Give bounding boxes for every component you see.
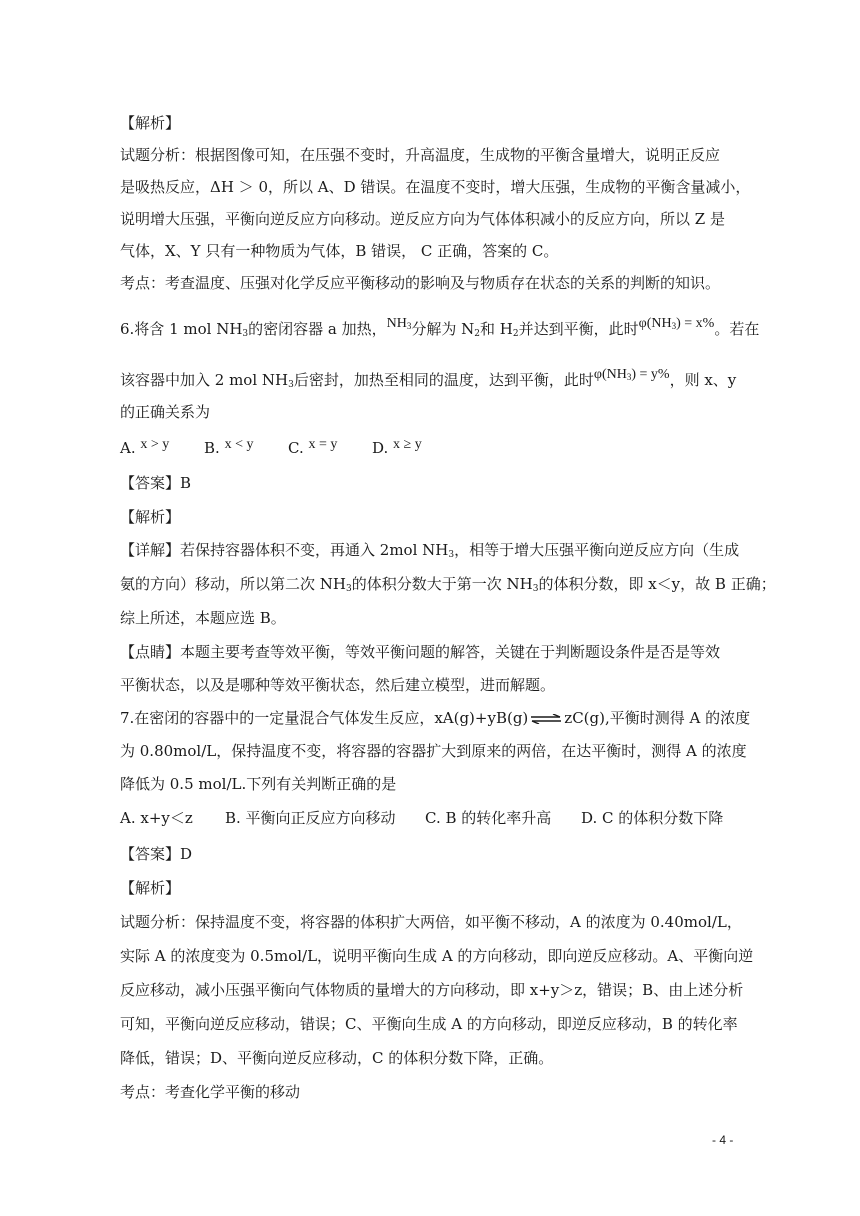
q7-kaodian: 考点：考查化学平衡的移动 (120, 1083, 301, 1101)
q6-text-a2: 的密闭容器 a 加热， (248, 320, 387, 338)
q6-dianjing-line-1: 【点睛】本题主要考查等效平衡，等效平衡问题的解答，关键在于判断题设条件是否是等效 (120, 643, 721, 661)
q7-l1a: 7.在密闭的容器中的一定量混合气体发生反应，xA(g)+yB(g) (120, 709, 529, 727)
q6-detail-line-1 (120, 540, 739, 565)
phi-text: φ(NH (593, 367, 627, 382)
option-a-label: A. (120, 439, 136, 457)
q7-analysis-line-5: 降低，错误；D、平衡向逆反应移动，C 的体积分数下降，正确。 (120, 1049, 554, 1067)
subscript: 3 (448, 550, 455, 560)
equilibrium-arrow-icon (530, 714, 562, 724)
q6-detail2b: 的体积分数大于第一次 NH (351, 575, 533, 593)
q6-text-b: 分解为 N (411, 320, 475, 338)
subscript: 3 (345, 584, 352, 594)
subscript: 2 (512, 329, 519, 339)
option-d-value: x ≥ y (393, 437, 422, 452)
subscript: 3 (532, 584, 539, 594)
q6-detail-line-3: 综上所述，本题应选 B。 (120, 609, 286, 627)
analysis-line-2: 是吸热反应，ΔH ＞ 0，所以 A、D 错误。在温度不变时，增大压强，生成物的平衡含量减小， (120, 178, 751, 196)
question-7-line-3: 降低为 0.5 mol/L.下列有关判断正确的是 (120, 775, 397, 793)
q7-analysis-line-2: 实际 A 的浓度变为 0.5mol/L，说明平衡向生成 A 的方向移动，即向逆反应移动。A、平衡向逆 (120, 947, 754, 965)
q7-option-c: C. B 的转化率升高 (425, 809, 552, 827)
option-c-value: x = y (308, 437, 338, 452)
option-b-label: B. (204, 439, 220, 457)
q7-l1b: zC(g),平衡时测得 A 的浓度 (564, 709, 751, 727)
q7-answer: 【答案】D (120, 845, 193, 863)
phi-formula-2 (594, 367, 670, 382)
q7-analysis-line-1: 试题分析：保持温度不变，将容器的体积扩大两倍，如平衡不移动，A 的浓度为 0.40mol/L， (120, 913, 742, 931)
question-6-line-1 (120, 316, 760, 344)
option-c-label: C. (288, 439, 304, 457)
question-7-line-2: 为 0.80mol/L，保持温度不变，将容器的容器扩大到原来的两倍，在达平衡时，测得 A 的浓度 (120, 742, 747, 760)
q6-detail2c: 的体积分数，即 x＜y，故 B 正确； (538, 575, 776, 593)
q6-detail1b: ，相等于增大压强平衡向逆反应方向（生成 (454, 541, 740, 559)
q6-l2c: ，则 x、y (669, 371, 737, 389)
q7-option-d: D. C 的体积分数下降 (581, 809, 724, 827)
option-d (372, 438, 422, 460)
q6-text-c: 和 H (480, 320, 513, 338)
q7-option-b: B. 平衡向正反应方向移动 (225, 809, 396, 827)
nh3-text: NH (386, 316, 407, 331)
q6-l2b: 后密封，加热至相同的温度，达到平衡，此时 (293, 371, 594, 389)
q7-analysis-heading: 【解析】 (120, 879, 181, 897)
q6-detail2a: 氨的方向）移动，所以第二次 NH (120, 575, 346, 593)
q6-detail1a: 【详解】若保持容器体积不变，再通入 2mol NH (120, 541, 449, 559)
nh3-formula (387, 316, 412, 331)
phi-formula-1 (639, 316, 715, 331)
option-b-value: x < y (224, 437, 254, 452)
q6-l2a: 该容器中加入 2 mol NH (120, 371, 289, 389)
question-7-options (120, 808, 723, 828)
analysis-heading: 【解析】 (120, 114, 181, 132)
option-c (288, 438, 372, 460)
phi-value: ) = x% (676, 316, 715, 331)
q6-detail-line-2 (120, 574, 776, 599)
subscript: 2 (474, 329, 481, 339)
subscript: 3 (288, 380, 294, 390)
page-number: - 4 - (712, 1133, 734, 1147)
option-b (204, 438, 288, 460)
subscript: 3 (671, 321, 677, 331)
q7-analysis-line-4: 可知，平衡向逆反应移动，错误；C、平衡向生成 A 的方向移动，即逆反应移动，B 的转化率 (120, 1015, 738, 1033)
subscript: 3 (242, 329, 249, 339)
option-a (120, 438, 204, 460)
q6-answer: 【答案】B (120, 474, 192, 492)
q6-analysis-heading: 【解析】 (120, 508, 181, 526)
q7-analysis-line-3: 反应移动，减小压强平衡向气体物质的量增大的方向移动，即 x+y＞z，错误；B、由上述分析 (120, 981, 744, 999)
phi-value: ) = y% (631, 367, 670, 382)
question-7-line-1 (120, 708, 750, 728)
option-d-label: D. (372, 439, 389, 457)
phi-text: φ(NH (638, 316, 672, 331)
question-6-line-3: 的正确关系为 (120, 403, 211, 421)
q6-dianjing-line-2: 平衡状态，以及是哪种等效平衡状态，然后建立模型，进而解题。 (120, 676, 556, 694)
analysis-line-3: 说明增大压强，平衡向逆反应方向移动。逆反应方向为气体体积减小的反应方向，所以 Z 是 (120, 210, 725, 228)
q7-option-a: A. x+y＜z (120, 809, 193, 827)
subscript: 3 (626, 372, 632, 382)
option-a-value: x > y (140, 437, 170, 452)
kaodian-line: 考点：考查温度、压强对化学反应平衡移动的影响及与物质存在状态的关系的判断的知识。 (120, 274, 721, 292)
subscript: 3 (406, 321, 412, 331)
question-6-line-2 (120, 367, 737, 395)
q6-text-d: 并达到平衡，此时 (518, 320, 639, 338)
analysis-line-1: 试题分析：根据图像可知，在压强不变时，升高温度，生成物的平衡含量增大，说明正反应 (120, 146, 721, 164)
question-6-options (120, 438, 422, 460)
q6-text-e: 。若在 (714, 320, 760, 338)
analysis-line-4: 气体，X、Y 只有一种物质为气体，B 错误， C 正确，答案的 C。 (120, 242, 559, 260)
q6-text-a: 6.将含 1 mol NH (120, 320, 243, 338)
